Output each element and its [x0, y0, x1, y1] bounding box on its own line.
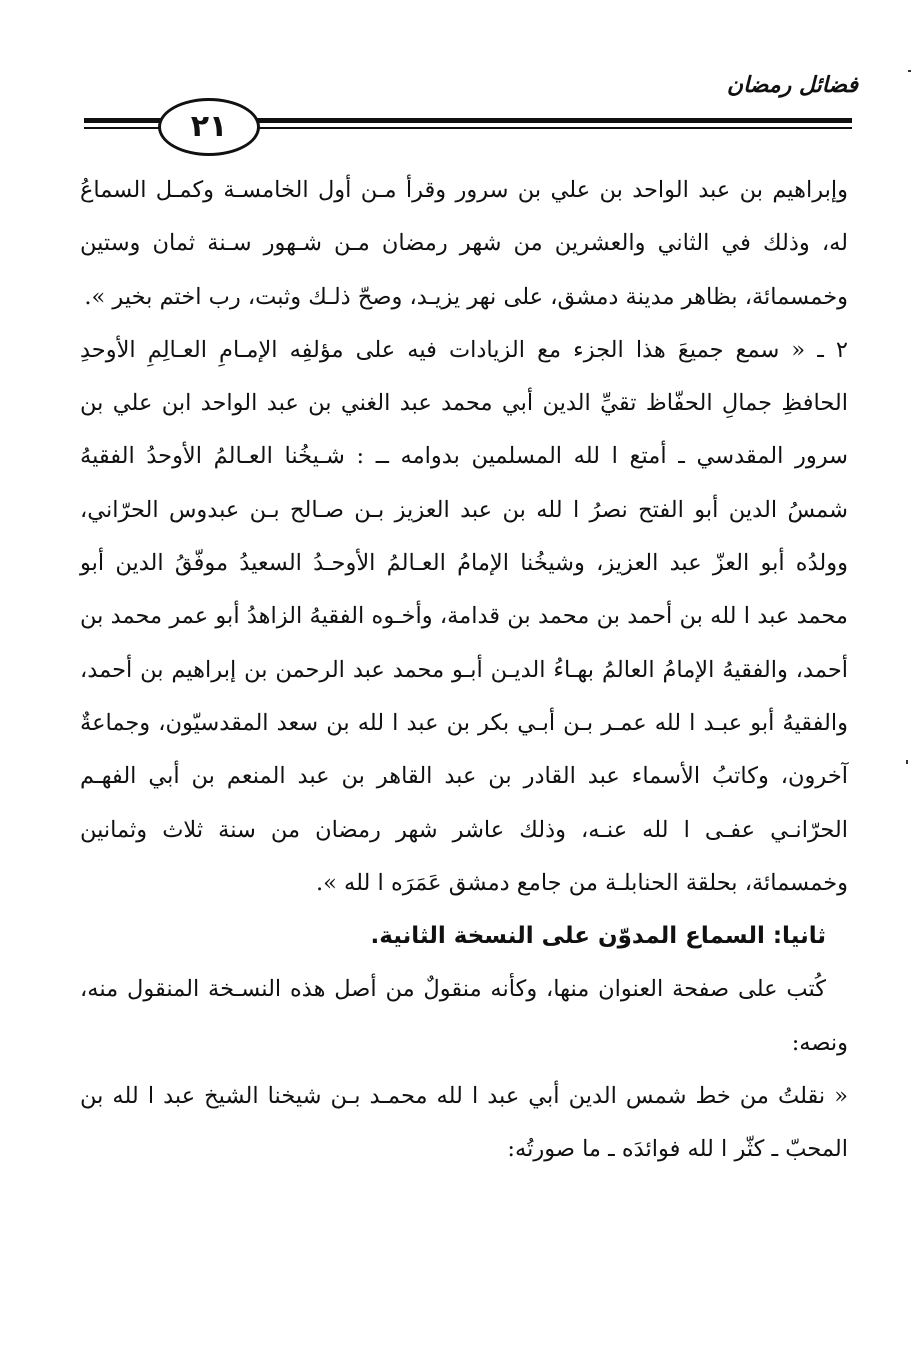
- paragraph-2: ٢ ـ « سمع جميعَ هذا الجزء مع الزيادات فيه على مؤلفِه الإمـامِ العـالِمِ الأوحدِ الحافظِ جمالِ الحفّاظ تقيِّ الدين أبي محمد عبد الغني بن عبد الواحد ابن علي بن سرور المقدسي ـ أمتع ا لله المسلمين بدوامه ــ : شـيخُنا العـالمُ الأوحدُ الفقيهُ شمسُ الدين أبو الفتح نصرُ ا لله بن عبد العزيز بـن صـالح بـن عبدوس الحرّاني، وولدُه أبو العزّ عبد العزيز، وشيخُنا الإمامُ العـالمُ الأوحـدُ السعيدُ موفّقُ الدين أبو محمد عبد ا لله بن أحمد بن محمد بن قدامة، وأخـوه الفقيهُ الزاهدُ أبو عمر محمد بن أحمد، والفقيهُ الإمامُ العالمُ بهـاءُ الديـن أبـو محمد عبد الرحمن بن إبراهيم بن أحمد، والفقيهُ أبو عبـد ا لله عمـر بـن أبـي بكر بن عبد ا لله بن سعد المقدسيّون، وجماعةٌ آخرون، وكاتبُ الأسماء عبد القادر بن عبد القاهر بن عبد المنعم بن أبي الفهـم الحرّانـي عفـى ا لله عنـه، وذلك عاشر شهر رمضان من سنة ثلاث وثمانين وخمسمائة، بحلقة الحنابلـة من جامع دمشق عَمَرَه ا لله ».: [80, 336, 848, 896]
- section-heading: ثانيا: السماع المدوّن على النسخة الثانية.: [370, 923, 826, 950]
- body-text: [80, 164, 848, 1177]
- paragraph-4: « نقلتُ من خط شمس الدين أبي عبد ا لله محمـد بـن شيخنا الشيخ عبد ا لله بن المحبّ ـ كثّر ا لله فوائدَه ـ ما صورتُه:: [80, 1083, 848, 1163]
- margin-speck: [906, 760, 908, 764]
- paragraph-3: كُتب على صفحة العنوان منها، وكأنه منقولٌ من أصل هذه النسـخة المنقول منه، ونصه:: [80, 976, 848, 1056]
- paragraph-1: وإبراهيم بن عبد الواحد بن علي بن سرور وقرأ مـن أول الخامسـة وكمـل السماعُ له، وذلك في الثاني والعشرين من شهر رمضان مـن شـهور سـنة ثمان وستين وخمسمائة، بظاهر مدينة دمشق، على نهر يزيـد، وصحّ ذلـك وثبت، رب اختم بخير ».: [80, 177, 848, 310]
- margin-speck: [908, 70, 911, 72]
- running-title: فضائل رمضان: [726, 72, 858, 98]
- page-number: ٢١: [158, 98, 260, 156]
